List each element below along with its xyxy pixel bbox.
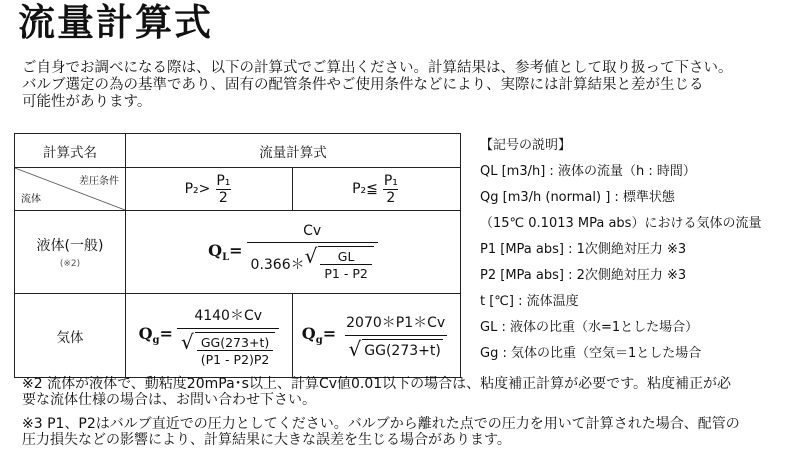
diagonal-header [15,168,125,210]
legend-item: GL : 液体の比重（水=1とした場合） [480,320,699,335]
condition-cell-1 [126,168,293,211]
condition-lhs: P₂> [184,181,211,197]
legend-item: Qg [m3/h (normal) ] : 標準状態 [480,190,675,205]
footnote-2-line: ※2 流体が液体で、動粘度20mPa･s以上、計算Cv値0.01以下の場合は、粘度補正計算が必要です。粘度補正が必 [22,376,732,392]
footnote-2-line: 要な流体仕様の場合は、お問い合わせ下さい。 [22,391,316,408]
fraction-denominator: 2 [216,189,231,206]
inner-numerator: GL [337,249,355,264]
legend-item: P2 [MPa abs] : 2次側絶対圧力 ※3 [480,268,687,283]
table-header-row [15,134,461,168]
diagonal-header-cell [15,168,126,211]
gas-inner-2: GG(273+t) [364,342,441,359]
condition-lhs: P₂≦ [352,181,378,197]
gas-fraction-1 [177,305,279,367]
sqrt-body [362,339,443,359]
gas-inner-fraction-1 [197,335,274,367]
gas-label-cell [15,294,126,378]
symbol-legend [480,133,790,367]
liquid-row [15,211,461,294]
radical-sign: √ [304,244,318,268]
gas-q-symbol [139,324,173,346]
condition-fraction [213,173,233,206]
radical-sign: √ [348,337,362,361]
condition-expression [352,173,401,206]
liquid-note-ref: (※2) [59,259,81,269]
fraction-numerator: P₁ [383,172,398,189]
formula-table [14,133,461,378]
q-subscript: g [315,335,323,347]
intro-line: 可能性があります。 [22,94,152,110]
equals-sign: = [229,240,243,260]
pressure-condition-row [15,168,461,211]
inner-denominator: P1 - P2 [320,264,371,281]
liquid-numerator: Cv [303,223,322,239]
legend-item: t [℃] : 流体温度 [480,294,579,309]
sqrt-body [195,332,276,367]
condition-fraction [381,173,401,206]
gas-label: 気体 [56,329,84,346]
liquid-label-cell [15,211,126,294]
formula-name-header: 計算式名 [15,134,126,168]
inner-numerator: GG(273+t) [200,334,270,350]
liquid-formula-cell [126,211,461,294]
fraction-denominator: 2 [383,189,398,206]
intro-line: バルブ選定の為の基準であり、固有の配管条件やご使用条件などにより、実際には計算結果と差が生じる [22,77,704,93]
legend-item: （15℃ 0.1013 MPa abs）における気体の流量 [480,216,762,231]
flow-formula-header: 流量計算式 [126,134,461,168]
gas-formula-1 [139,305,280,367]
q-letter: Q [138,324,153,344]
legend-heading: 【記号の説明】 [480,138,572,153]
condition-cell-2 [293,168,461,211]
footnote-3-line: ※3 P1、P2はバルブ直近での圧力としてください。バルブから離れた点での圧力を用いて計算された場合、配管の [22,416,740,432]
intro-paragraph [22,60,792,111]
q-subscript: L [222,252,230,264]
condition-expression [185,173,234,206]
gas-formula-2 [302,312,451,359]
intro-line: ご自身でお調べになる際は、以下の計算式でご算出ください。計算結果は、参考値として取り扱って下さい。 [22,60,733,76]
legend-item: Gg : 気体の比重（空気＝1とした場合 [480,346,702,361]
diag-label-fluid: 流体 [21,194,41,205]
legend-item: P1 [MPa abs] : 1次側絶対圧力 ※3 [480,242,687,257]
liquid-q-symbol [208,241,242,263]
gas-numerator-1: 4140＊Cv [194,307,263,324]
liquid-denominator [247,242,378,281]
page-title: 流量計算式 [18,1,213,44]
liquid-inner-fraction [320,249,371,281]
equals-sign: = [159,324,173,344]
gas-sqrt-1 [180,329,275,367]
fraction-numerator: P₁ [216,172,231,189]
gas-denominator-2 [345,335,447,359]
gas-numerator-2: 2070＊P1＊Cv [346,315,446,331]
gas-sqrt-2 [349,339,443,359]
gas-row [15,294,461,378]
liquid-formula [208,223,378,281]
gas-formula-cell-1 [126,294,293,378]
gas-q-symbol [302,324,336,346]
legend-item: QL [m3/h] : 液体の流量（h : 時間） [480,164,696,179]
inner-denominator: (P1 - P2)P2 [197,350,274,367]
liquid-fraction [247,223,378,281]
q-letter: Q [301,324,316,344]
liquid-label [15,238,125,269]
equals-sign: = [322,324,337,344]
footnotes [22,377,792,448]
sqrt-body [318,246,373,281]
radical-sign: √ [180,329,194,354]
liquid-sqrt [305,246,374,281]
q-letter: Q [208,240,223,260]
gas-denominator-1 [177,328,279,367]
diag-label-pressure: 差圧条件 [79,176,119,187]
footnote-3-line: 圧力損失などの影響により、計算結果に大きな誤差を生じる場合があります。 [22,431,511,448]
liquid-label-text: 液体(一般) [36,238,104,254]
liquid-coefficient: 0.366＊ [250,256,305,273]
q-subscript: g [152,335,160,347]
gas-fraction-2 [340,312,451,359]
gas-formula-cell-2 [293,294,461,378]
